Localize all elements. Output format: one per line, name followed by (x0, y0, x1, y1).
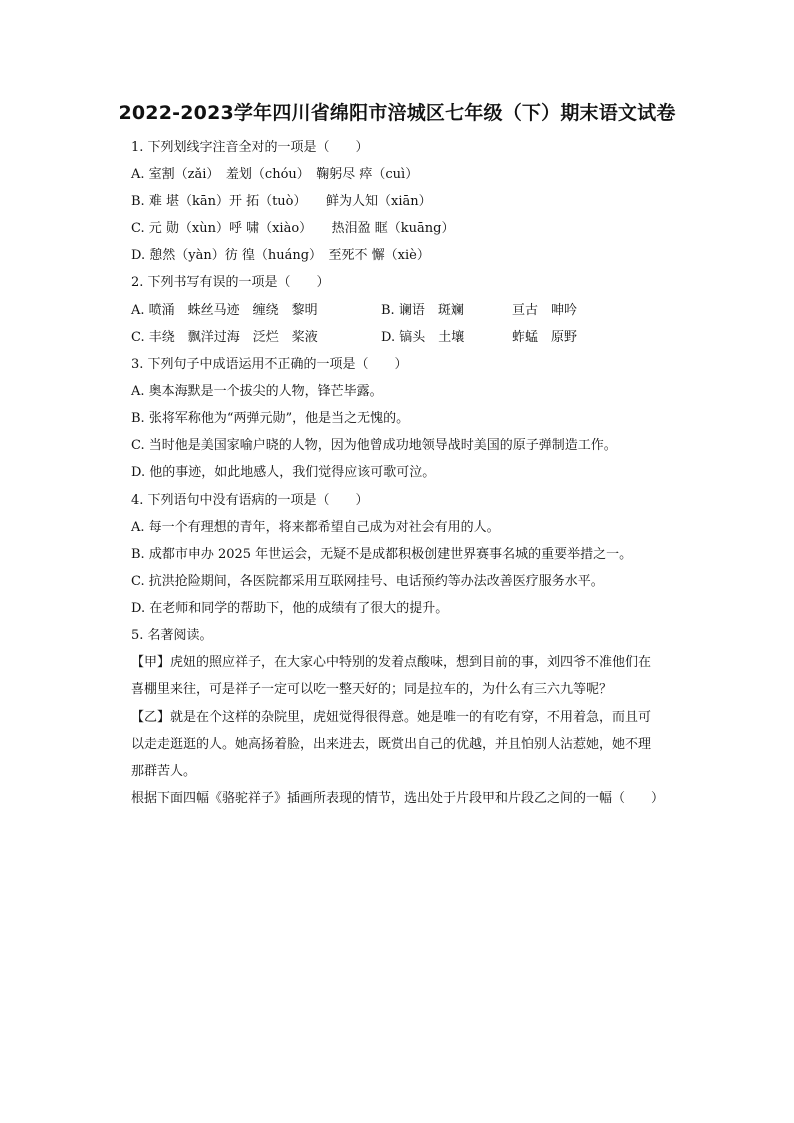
q4-option-a: A. 每一个有理想的青年，将来都希望自己成为对社会有用的人。 (131, 520, 500, 535)
q2-option-b-rest: 亘古 呻吟 (512, 303, 578, 318)
q2-option-d: D. 镐头 土壤 (381, 330, 465, 345)
q1-stem: 1. 下列划线字注音全对的一项是（ ） (131, 140, 369, 155)
q2-option-b: B. 谰语 斑斓 (381, 303, 464, 318)
q4-option-b: B. 成都市申办 2025 年世运会，无疑不是成都积极创建世界赛事名城的重要举措之一。 (131, 547, 633, 562)
q3-stem: 3. 下列句子中成语运用不正确的一项是（ ） (131, 357, 408, 372)
q5-stem: 5. 名著阅读。 (131, 628, 213, 643)
page-title: 2022-2023学年四川省绵阳市涪城区七年级（下）期末语文试卷 (118, 102, 676, 124)
q2-option-d-rest: 蚱蜢 原野 (512, 330, 578, 345)
q5-passage-jia-line1: 【甲】虎妞的照应祥子，在大家心中特别的发着点酸味，想到目前的事，刘四爷不准他们在 (131, 655, 652, 670)
q4-stem: 4. 下列语句中没有语病的一项是（ ） (131, 493, 369, 508)
q3-option-b: B. 张将军称他为“两弹元勋”，他是当之无愧的。 (131, 411, 410, 426)
q1-option-a: A. 室割（zǎi） 羞划（chóu） 鞠躬尽 瘁（cuì） (131, 167, 419, 182)
q5-passage-yi-line3: 那群苦人。 (131, 764, 197, 779)
q3-option-a: A. 奥本海默是一个拔尖的人物，锋芒毕露。 (131, 384, 383, 399)
q5-question: 根据下面四幅《骆驼祥子》插画所表现的情节，选出处于片段甲和片段乙之间的一幅（ ） (131, 791, 665, 806)
q5-passage-jia-line2: 喜棚里来往，可是祥子一定可以吃一整天好的；同是拉车的，为什么有三六九等呢？ (131, 682, 613, 697)
q5-passage-yi-line2: 以走走逛逛的人。她高扬着脸，出来进去，既赏出自己的优越，并且怕别人沾惹她，她不理 (131, 737, 652, 752)
q1-option-c: C. 元 勋（xùn）呼 啸（xiào） 热泪盈 眶（kuāng） (131, 221, 455, 236)
q4-option-c: C. 抗洪抢险期间，各医院都采用互联网挂号、电话预约等办法改善医疗服务水平。 (131, 574, 604, 589)
q1-option-b: B. 难 堪（kān）开 拓（tuò） 鲜为人知（xiān） (131, 194, 432, 209)
q1-option-d: D. 憩然（yàn）彷 徨（huáng） 至死不 懈（xiè） (131, 248, 430, 263)
q3-option-c: C. 当时他是美国家喻户晓的人物，因为他曾成功地领导战时美国的原子弹制造工作。 (131, 438, 617, 453)
q5-passage-yi-line1: 【乙】就是在个这样的杂院里，虎妞觉得很得意。她是唯一的有吃有穿，不用着急，而且可 (131, 710, 652, 725)
q2-option-c: C. 丰绕 飘洋过海 泛烂 桨液 (131, 330, 318, 345)
q4-option-d: D. 在老师和同学的帮助下，他的成绩有了很大的提升。 (131, 601, 449, 616)
q2-stem: 2. 下列书写有误的一项是（ ） (131, 275, 330, 290)
q3-option-d: D. 他的事迹，如此地感人，我们觉得应该可歌可泣。 (131, 465, 436, 480)
q2-option-a: A. 喷涌 蛛丝马迹 缠绕 黎明 (131, 303, 318, 318)
